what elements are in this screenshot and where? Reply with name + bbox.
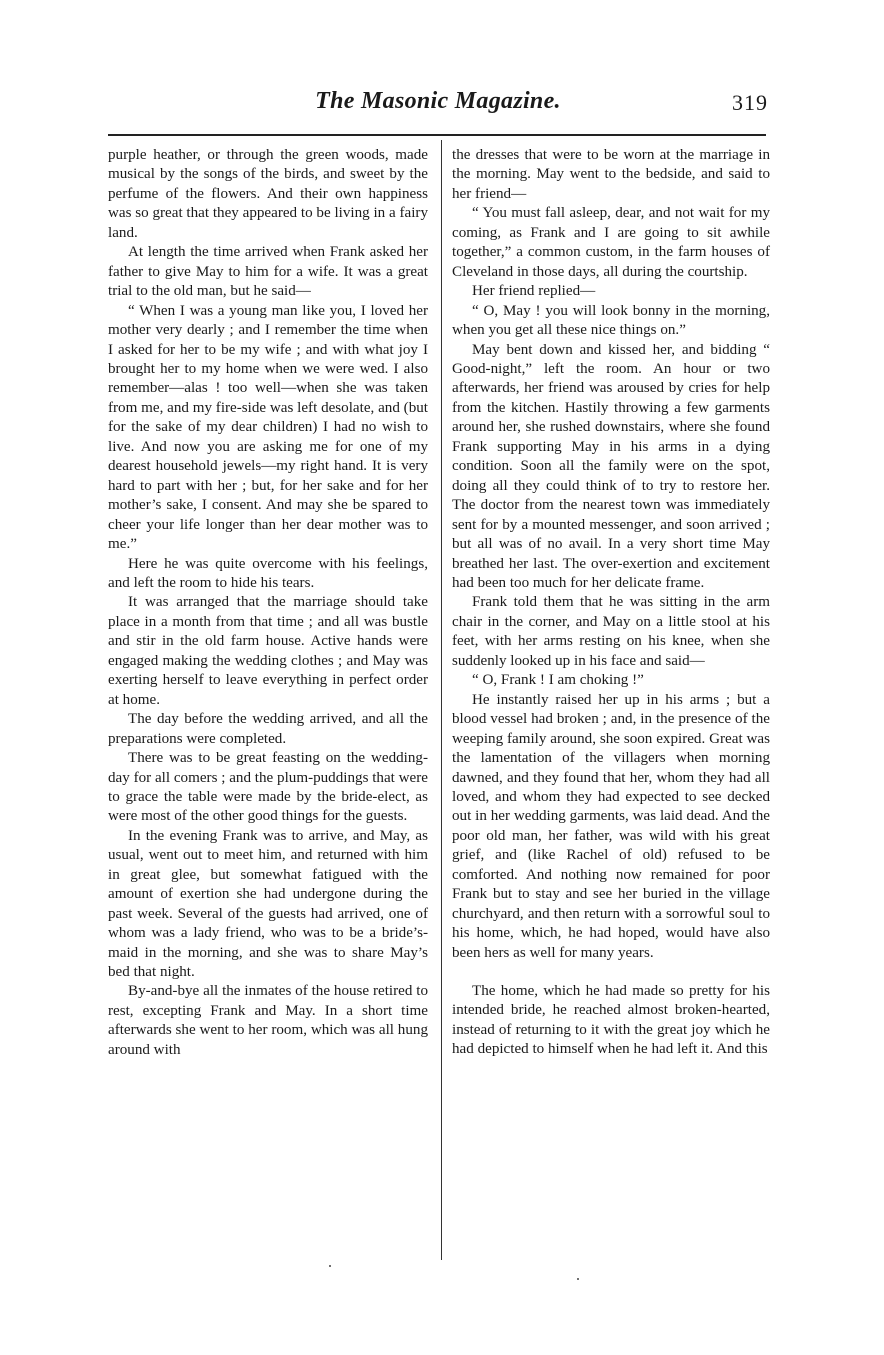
column-divider xyxy=(441,140,442,1260)
right-column xyxy=(452,146,770,1060)
paragraph: It was arranged that the marriage should take place in a month from that time ; and all was bustle and stir in the old farm house. Active hands were engaged making the wedding clothes ; and May was exerting herself to leave everything in perfect order at home. xyxy=(108,594,428,708)
print-speck xyxy=(577,1278,579,1280)
paragraph: “ You must fall asleep, dear, and not wait for my coming, as Frank and I are going to sit awhile together,” a common custom, in the farm houses of Cleveland in those days, all during the courtship. xyxy=(452,205,770,280)
paragraph: In the evening Frank was to arrive, and May, as usual, went out to meet him, and returned with him in great glee, but somewhat fatigued with the amount of exertion she had undergone during the past week. Several of the guests had arrived, one of whom was a lady friend, who was to be a bride’s-maid in the morning, and she was to share May’s bed that night. xyxy=(108,827,428,981)
paragraph: Her friend replied— xyxy=(472,283,596,300)
page-header xyxy=(108,84,768,124)
paragraph: “ O, Frank ! I am choking !” xyxy=(472,672,644,689)
paragraph: May bent down and kissed her, and bidding “ Good-night,” left the room. An hour or two afterwards, her friend was aroused by cries for help from the kitchen. Hastily throwing a few garments around her, she rushed downstairs, where she found Frank supporting May in his arms in a dying condition. Soon all the family were on the spot, doing all they could think of to try to restore her. The doctor from the nearest town was immediately sent for by a mounted messenger, and soon arrived ; but all was of no avail. In a very short time May breathed her last. The over-exertion and excitement had been too much for her delicate frame. xyxy=(452,341,770,591)
paragraph: There was to be great feasting on the wedding-day for all comers ; and the plum-puddings that were to grace the table were made by the bride-elect, as were most of the other good things for the guests. xyxy=(108,750,428,825)
paragraph: By-and-bye all the inmates of the house retired to rest, excepting Frank and May. In a short time afterwards she went to her room, which was all hung around with xyxy=(108,983,428,1058)
paragraph: Frank told them that he was sitting in the arm chair in the corner, and May on a little stool at his feet, with her arms resting on his knee, when she suddenly looked up in his face and said— xyxy=(452,594,770,669)
left-column xyxy=(108,146,428,1060)
page-number: 319 xyxy=(732,90,768,115)
paragraph: He instantly raised her up in his arms ; but a blood vessel had broken ; and, in the presence of the weeping family around, she soon expired. Great was the lamentation of the villagers when morning dawned, and they found that her, whom they had all loved, and whom they had expected to see decked out in her wedding garments, was laid dead. And the poor old man, her father, was wild with his great grief, and (like Rachel of old) refused to be comforted. And nothing now remained for poor Frank but to stay and see her buried in the village churchyard, and then return with a sorrowful soul to his home, which, he had hoped, would have also been hers as well for many years. xyxy=(452,691,770,961)
paragraph: Here he was quite overcome with his feelings, and left the room to hide his tears. xyxy=(108,555,428,591)
header-rule xyxy=(108,134,766,136)
running-title: The Masonic Magazine. xyxy=(315,88,561,114)
paragraph: The home, which he had made so pretty for his intended bride, he reached almost broken-hearted, instead of returning to it with the great joy which he had depicted to himself when he had left it. And this xyxy=(452,983,770,1058)
paragraph: “ O, May ! you will look bonny in the morning, when you get all these nice things on.” xyxy=(452,302,770,339)
paragraph: purple heather, or through the green woods, made musical by the songs of the birds, and sweet by the perfume of the flowers. And their own happiness was so great that they appeared to be living in a fairy land. xyxy=(108,147,428,241)
paragraph: the dresses that were to be worn at the marriage in the morning. May went to the bedside, and said to her friend— xyxy=(452,147,770,202)
print-speck xyxy=(329,1265,331,1267)
paragraph: “ When I was a young man like you, I loved her mother very dearly ; and I remember the time when I asked for her to be my wife ; and with what joy I brought her to my home when we were wed. I also remember—alas ! too well—when she was taken from me, and my fire-side was left desolate, and (but for the sake of my dear children) I had no wish to live. And now you are asking me for one of my dearest household jewels—my right hand. It is very hard to part with her ; but, for her sake and for her mother’s sake, I consent. And may she be spared to cheer your life longer than her dear mother was to me.” xyxy=(108,302,428,553)
paragraph: At length the time arrived when Frank asked her father to give May to him for a wife. It was a great trial to the old man, but he said— xyxy=(108,244,428,300)
paragraph: The day before the wedding arrived, and all the preparations were completed. xyxy=(108,711,428,747)
